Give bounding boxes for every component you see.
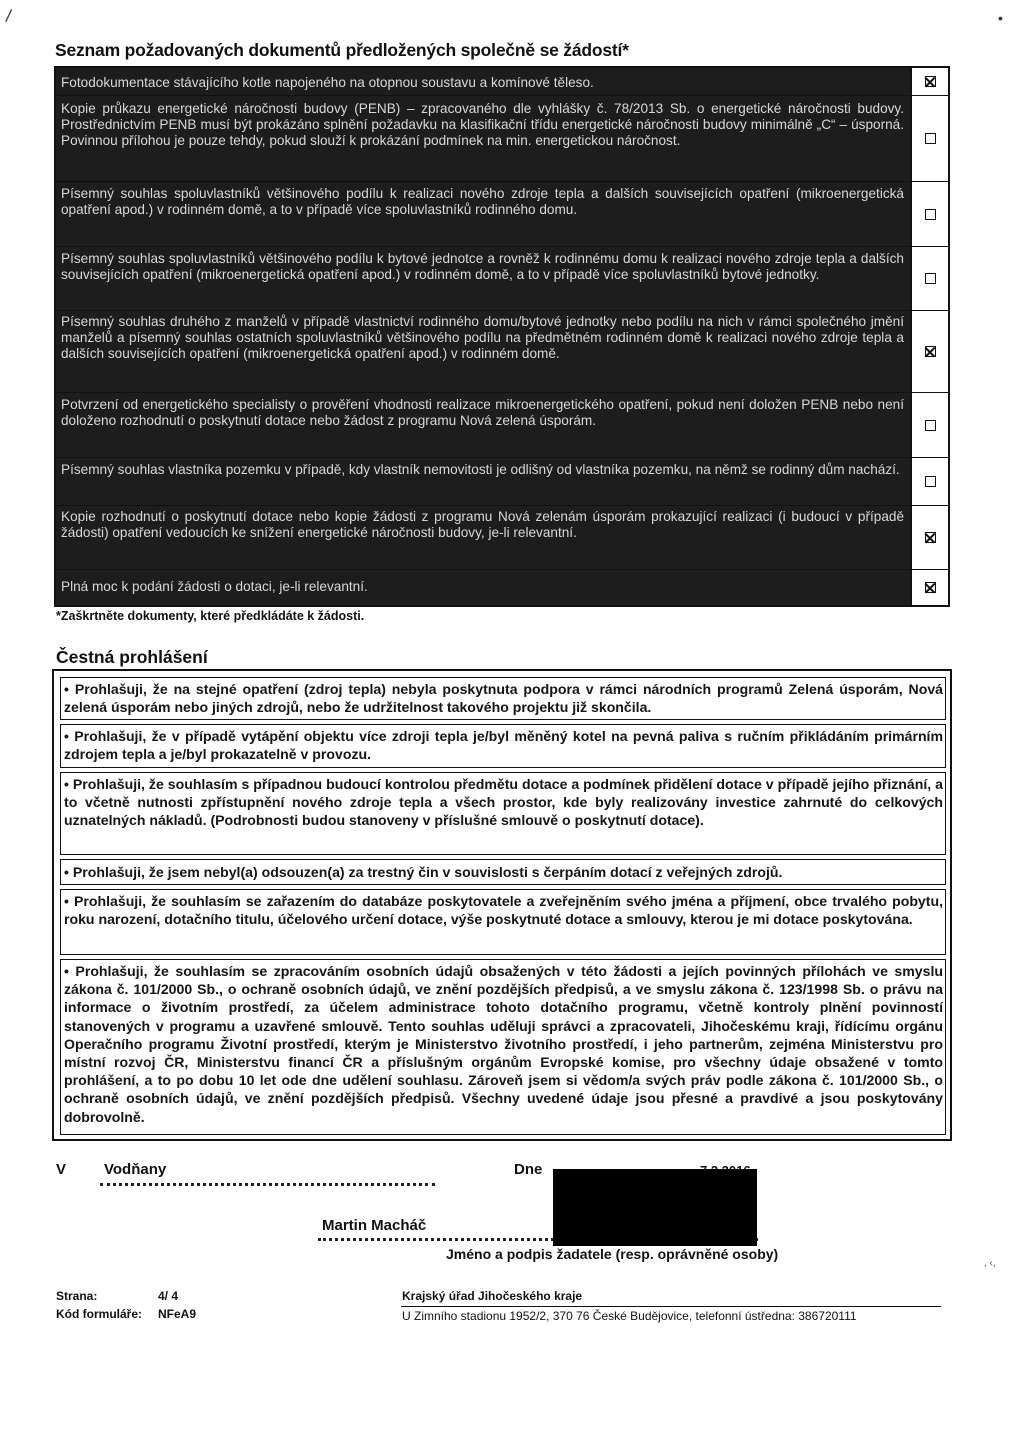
document-row [56,247,948,311]
checkbox-icon[interactable] [925,476,936,487]
place-dotted-line [100,1183,435,1186]
declaration-item: • Prohlašuji, že jsem nebyl(a) odsouzen(a) za trestný čin v souvislosti s čerpáním dotací z veřejných zdrojů. [60,859,946,885]
date-label: Dne [514,1161,543,1178]
checkbox-icon[interactable] [925,346,936,357]
declaration-item: • Prohlašuji, že souhlasím se zařazením do databáze poskytovatele a zveřejněním svého jména a příjmení, obce trvalého pobytu, roku narození, dotačního titulu, účelového určení dotace, výše poskytnuté dotace a smlouvy, kterou je mi dotace poskytována. [60,889,946,955]
document-checkbox-cell[interactable] [910,393,948,457]
documents-footnote: *Zaškrtněte dokumenty, které předkládáte k žádosti. [56,609,365,623]
page-label: Strana: [56,1289,98,1303]
document-description: Písemný souhlas vlastníka pozemku v případě, kdy vlastník nemovitosti je odlišný od vlastníka pozemku, na němž se rodinný dům nachází. [56,458,910,505]
applicant-name: Martin Macháč [322,1217,427,1234]
document-row [56,311,948,393]
checkbox-icon[interactable] [925,133,936,144]
signature-caption: Jméno a podpis žadatele (resp. oprávněné osoby) [446,1246,779,1262]
document-checkbox-cell[interactable] [910,311,948,392]
scan-speck-mark: , ‹, [984,1258,996,1269]
place-label: V [56,1161,67,1178]
document-checkbox-cell[interactable] [910,458,948,505]
place-value: Vodňany [104,1161,167,1178]
declaration-item: • Prohlašuji, že souhlasím se zpracováním osobních údajů obsažených v této žádosti a jejích povinných přílohách ve smyslu zákona č. 101/2000 Sb., o ochraně osobních údajů, ve znění pozdějších předpisů, a ve smyslu zákona č. 123/1998 Sb. o právu na informace o životním prostředí, za účelem administrace tohoto dotačního programu, včetně kontroly plnění povinností stanovených v programu a uzavřené smlouvě. Tento souhlas uděluji správci a zpracovateli, Jihočeskému kraji, řídícímu orgánu Operačního programu Životní prostředí, kterým je Ministerstvo životního prostředí, i jeho partnerům, zejména Ministerstvu pro místní rozvoj ČR, Ministerstvu financí ČR a příslušným orgánům Evropské komise, pro všechny údaje obsažené v tomto prohlášení, a to po dobu 10 let ode dne udělení souhlasu. Zároveň jsem si vědom/a svých práv podle zákona č. 101/2000 Sb., o ochraně osobních údajů, ve znění pozdějších předpisů. Všechny uvedené údaje jsou přesné a pravdivé a jsou poskytovány dobrovolně. [60,959,946,1135]
declarations-section-title: Čestná prohlášení [56,647,208,667]
scan-dot-mark: • [998,10,1003,26]
document-row [56,182,948,247]
document-description: Kopie průkazu energetické náročnosti budovy (PENB) – zpracovaného dle vyhlášky č. 78/2013 Sb. o energetické náročnosti budovy. Prostřednictvím PENB musí být prokázáno splnění požadavku na klasifikační třídu energetické náročnosti budovy minimálně „C“ – úsporná. Povinnou přílohou je pouze tehdy, pokud slouží k prokázání podmínek na min. energetickou náročnost. [56,96,910,181]
document-description: Písemný souhlas druhého z manželů v případě vlastnictví rodinného domu/bytové jednotky nebo podílu na nich v rámci společného jmění manželů a písemný souhlas ostatních spoluvlastníků většinového podílu na předmětném rodinném domě k realizaci nového zdroje tepla a dalších souvisejících opatření (mikroenergetická opatření apod.) v rodinném domě. [56,311,910,392]
office-name: Krajský úřad Jihočeského kraje [402,1289,583,1303]
documents-checklist-table [54,66,950,607]
document-checkbox-cell[interactable] [910,68,948,95]
checkbox-icon[interactable] [925,420,936,431]
document-description: Písemný souhlas spoluvlastníků většinového podílu k realizaci nového zdroje tepla a dalších souvisejících opatření (mikroenergetická opatření apod.) v rodinném domě, a to v případě více spoluvlastníků rodinného domu. [56,182,910,246]
document-description: Písemný souhlas spoluvlastníků většinového podílu k bytové jednotce a rovněž k rodinnému domu k realizaci nového zdroje tepla a dalších souvisejících opatření (mikroenergetická opatření apod.) v rodinném domě, a to v případě více spoluvlastníků bytové jednotky. [56,247,910,310]
redaction-block [553,1169,757,1246]
form-code-value: NFeA9 [158,1307,197,1321]
document-row [56,96,948,182]
footer-rule [401,1306,941,1307]
document-checkbox-cell[interactable] [910,247,948,310]
page-number: 4/ 4 [158,1289,179,1303]
declaration-item: • Prohlašuji, že souhlasím s případnou budoucí kontrolou předmětu dotace a podmínek přidělení dotace v případě jejího přiznání, a to včetně nutnosti zpřístupnění nového zdroje tepla a všech prostor, kde byly realizovány investice zahrnuté do celkových uznatelných nákladů. (Podrobnosti budou stanoveny v příslušné smlouvě o poskytnutí dotace). [60,772,946,855]
document-checkbox-cell[interactable] [910,506,948,569]
documents-section-title: Seznam požadovaných dokumentů předložených společně se žádostí* [55,40,629,60]
document-checkbox-cell[interactable] [910,96,948,181]
declaration-item: • Prohlašuji, že v případě vytápění objektu více zdroji tepla je/byl měněný kotel na pevná paliva s ručním přikládáním primárním zdrojem tepla a je/byl prokazatelně v provozu. [60,724,946,768]
date-value [700,1161,751,1169]
document-row [56,458,948,506]
declarations-box [52,669,952,1141]
document-row [56,393,948,458]
document-row [56,506,948,570]
document-description: Kopie rozhodnutí o poskytnutí dotace nebo kopie žádosti z programu Nová zelenám úsporám prokazující realizaci (i budoucí v případě žádosti) opatření vedoucích ke snížení energetické náročnosti budovy, je-li relevantní. [56,506,910,569]
scan-pen-mark: / [4,5,13,27]
declaration-item: • Prohlašuji, že na stejné opatření (zdroj tepla) nebyla poskytnuta podpora v rámci národních programů Zelená úsporám, Nová zelená úsporám nebo jiných zdrojů, nebo že udržitelnost takového projektu již skončila. [60,677,946,720]
office-address: U Zimního stadionu 1952/2, 370 76 České Budějovice, telefonní ústředna: 386720111 [402,1309,857,1323]
document-checkbox-cell[interactable] [910,182,948,246]
document-row [56,570,948,605]
document-description: Plná moc k podání žádosti o dotaci, je-li relevantní. [56,570,910,605]
checkbox-icon[interactable] [925,582,936,593]
document-description: Fotodokumentace stávajícího kotle napojeného na otopnou soustavu a komínové těleso. [56,68,910,95]
checkbox-icon[interactable] [925,532,936,543]
document-checkbox-cell[interactable] [910,570,948,605]
document-row [56,68,948,96]
checkbox-icon[interactable] [925,273,936,284]
document-description: Potvrzení od energetického specialisty o prověření vhodnosti realizace mikroenergetického opatření, pokud není doložen PENB nebo není doloženo rozhodnutí o poskytnutí dotace nebo žádost z programu Nová zelená úsporám. [56,393,910,457]
checkbox-icon[interactable] [925,76,936,87]
checkbox-icon[interactable] [925,209,936,220]
form-code-label: Kód formuláře: [56,1307,143,1321]
